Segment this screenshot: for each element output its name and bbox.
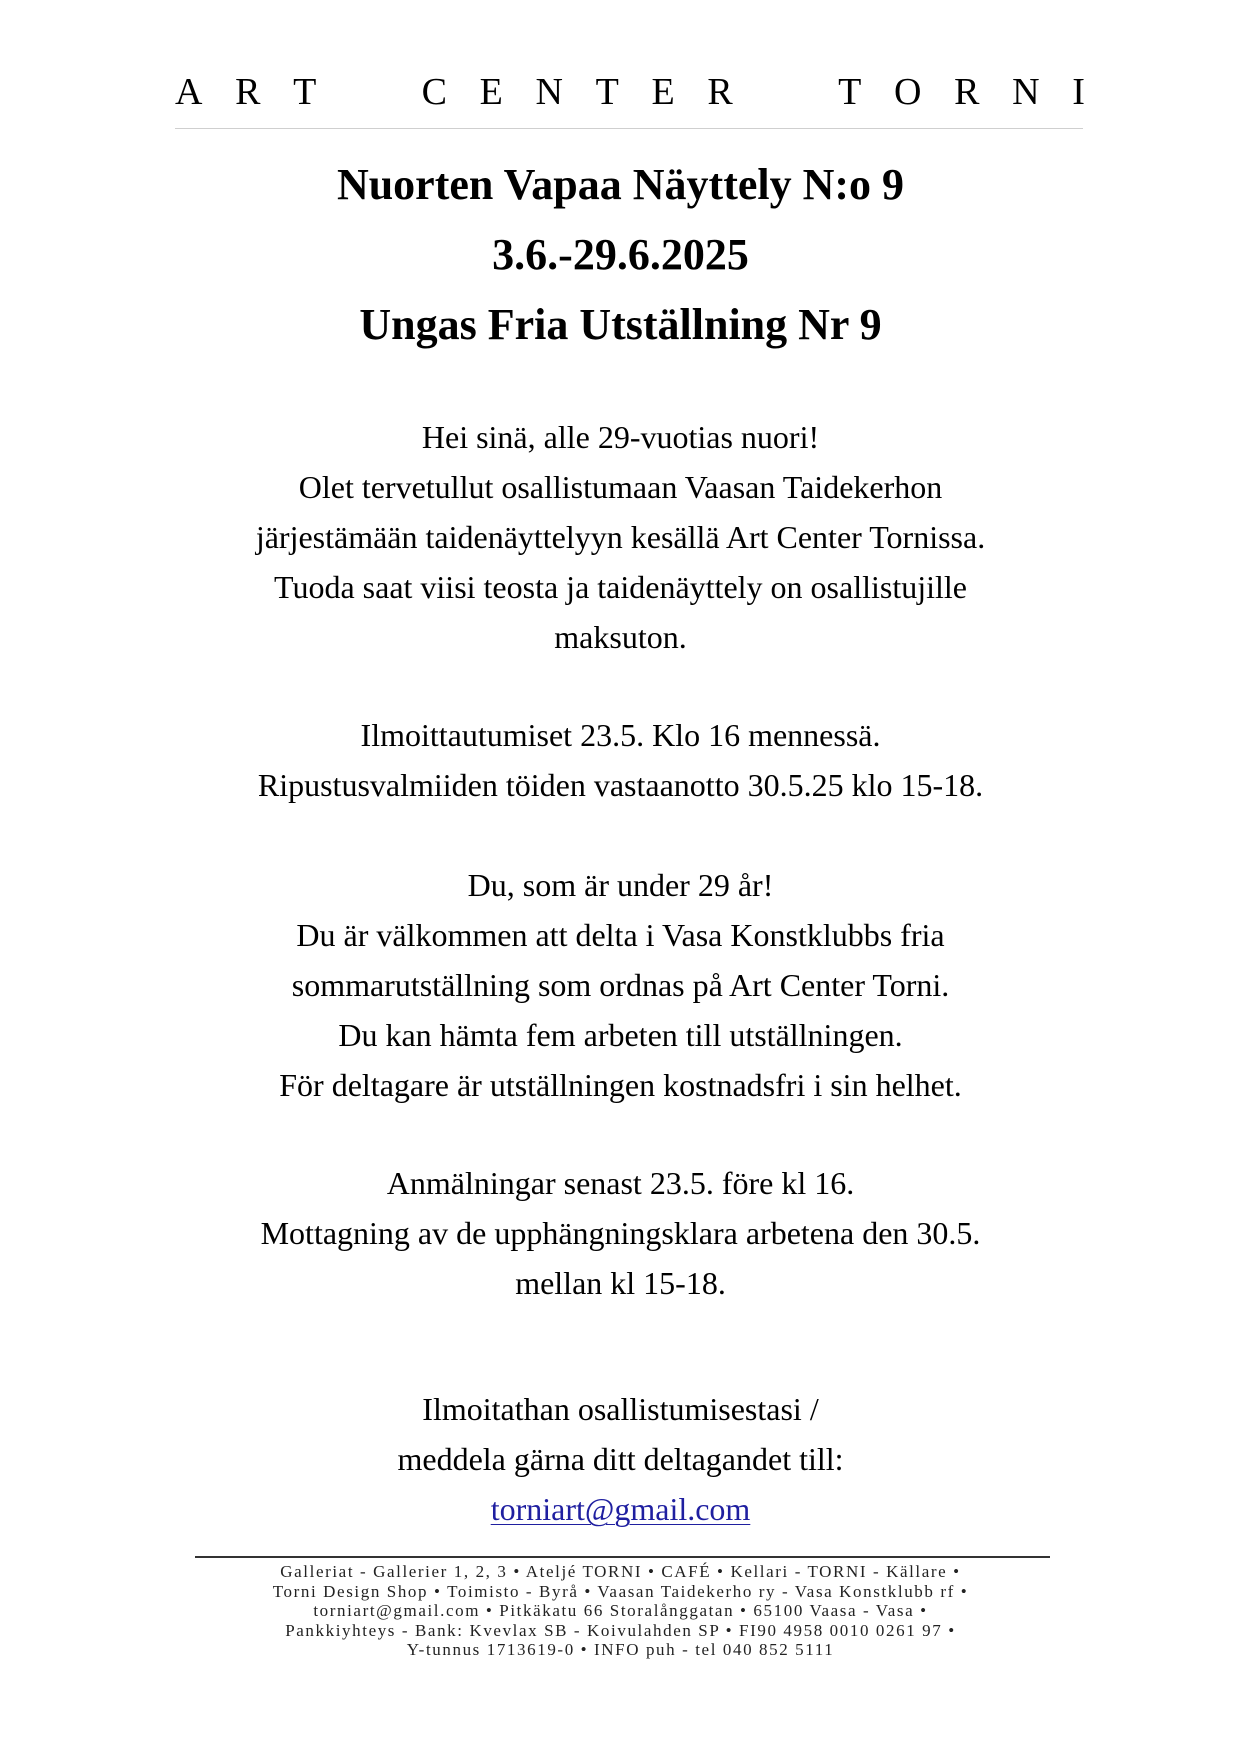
brand-header	[175, 72, 1085, 112]
brand-letter: R	[235, 71, 261, 113]
text-line: Ripustusvalmiiden töiden vastaanotto 30.5.25 klo 15-18.	[257, 767, 984, 803]
text-line: Du är välkommen att delta i Vasa Konstklubbs fria	[296, 917, 945, 953]
title-line-finnish: Nuorten Vapaa Näyttely N:o 9	[336, 160, 905, 209]
contact-paragraph	[0, 1384, 1241, 1534]
finnish-intro-paragraph	[0, 412, 1241, 662]
brand-letter: N	[1012, 71, 1040, 113]
footer-divider	[195, 1556, 1050, 1558]
text-line: Hei sinä, alle 29-vuotias nuori!	[421, 419, 820, 455]
footer-line: torniart@gmail.com • Pitkäkatu 66 Storalånggatan • 65100 Vaasa - Vasa •	[313, 1601, 928, 1620]
brand-letter: T	[293, 71, 317, 113]
brand-space	[349, 72, 389, 112]
finnish-dates-paragraph	[0, 710, 1241, 810]
swedish-intro-paragraph	[0, 860, 1241, 1110]
brand-letter: N	[535, 71, 563, 113]
brand-letter: O	[893, 71, 922, 113]
email-link[interactable]: torniart@gmail.com	[490, 1491, 751, 1527]
text-line: sommarutställning som ordnas på Art Center Torni.	[291, 967, 950, 1003]
brand-letter: E	[651, 71, 675, 113]
title-line-dates: 3.6.-29.6.2025	[492, 230, 749, 279]
footer-line: Y-tunnus 1713619-0 • INFO puh - tel 040 852 5111	[406, 1640, 835, 1659]
text-line: För deltagare är utställningen kostnadsfri i sin helhet.	[279, 1067, 962, 1103]
brand-letter: A	[175, 71, 203, 113]
text-line: Ilmoitathan osallistumisestasi /	[422, 1391, 819, 1427]
text-line: Du kan hämta fem arbeten till utställningen.	[338, 1017, 903, 1053]
text-line: Ilmoittautumiset 23.5. Klo 16 mennessä.	[360, 717, 881, 753]
footer-line: Galleriat - Gallerier 1, 2, 3 • Ateljé TORNI • CAFÉ • Kellari - TORNI - Källare •	[280, 1562, 961, 1581]
brand-letter: R	[707, 71, 733, 113]
text-line: järjestämään taidenäyttelyyn kesällä Art Center Tornissa.	[255, 519, 986, 555]
text-line: meddela gärna ditt deltagandet till:	[397, 1441, 844, 1477]
brand-letter: T	[838, 71, 862, 113]
footer-line: Pankkiyhteys - Bank: Kvevlax SB - Koivulahden SP • FI90 4958 0010 0261 97 •	[285, 1620, 956, 1640]
text-line: Tuoda saat viisi teosta ja taidenäyttely on osallistujille	[274, 569, 967, 605]
title-line-swedish: Ungas Fria Utställning Nr 9	[359, 300, 882, 349]
swedish-dates-paragraph	[0, 1158, 1241, 1308]
footer-line: Torni Design Shop • Toimisto - Byrå • Vaasan Taidekerho ry - Vasa Konstklubb rf •	[272, 1581, 969, 1601]
brand-letter: E	[479, 71, 503, 113]
email-line	[0, 1484, 1241, 1534]
brand-letter: C	[421, 71, 448, 113]
text-line: Du, som är under 29 år!	[467, 867, 774, 903]
header-divider	[175, 128, 1083, 129]
text-line: Olet tervetullut osallistumaan Vaasan Taidekerhon	[298, 469, 943, 505]
brand-space	[765, 72, 805, 112]
text-line: maksuton.	[554, 619, 687, 655]
footer	[0, 1562, 1241, 1660]
text-line: Mottagning av de upphängningsklara arbetena den 30.5.	[260, 1215, 981, 1251]
page-title	[0, 150, 1241, 360]
brand-letter: R	[954, 71, 980, 113]
brand-letter: T	[595, 71, 619, 113]
text-line: mellan kl 15-18.	[515, 1265, 726, 1301]
text-line: Anmälningar senast 23.5. före kl 16.	[386, 1165, 855, 1201]
brand-letter: I	[1072, 71, 1085, 113]
